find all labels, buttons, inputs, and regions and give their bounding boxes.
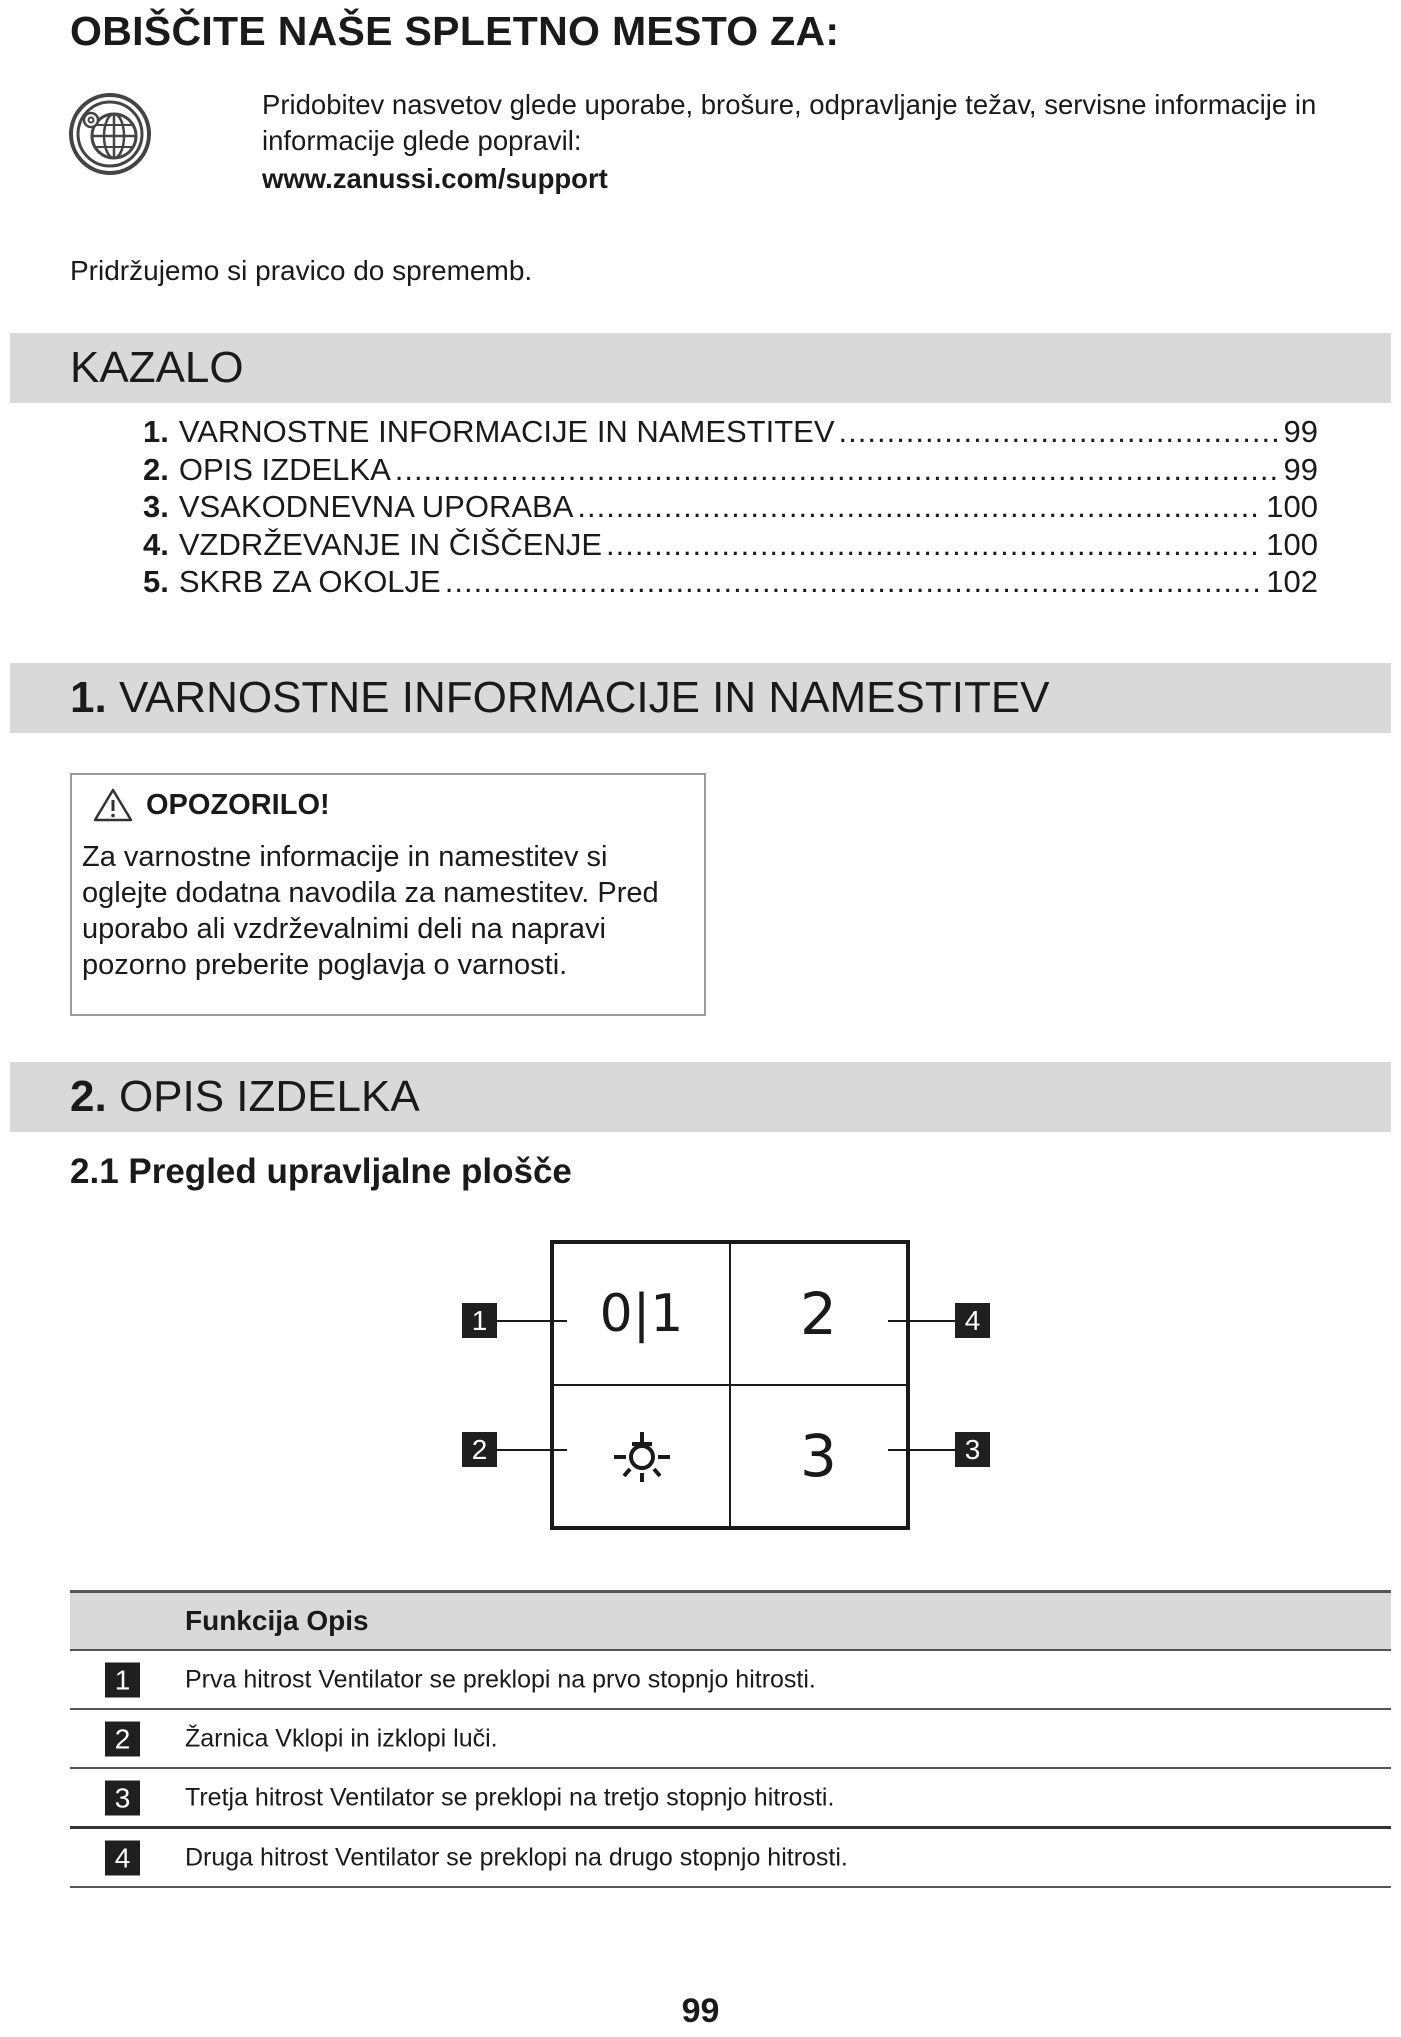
globe-icon [68,92,152,176]
warning-text: Za varnostne informacije in namestitev si oglejte dodatna navodila za namestitev. Pred uporabo ali vzdrževalnimi deli na napravi pozorno preberite poglavja o varnosti. [82,841,659,981]
leader-line [888,1320,955,1322]
table-row [70,1710,1391,1769]
toc-item-number: 4. [143,526,169,562]
toc-item[interactable] [143,527,1318,565]
section-1-number: 1. [70,673,107,722]
toc-item-page: 99 [1283,414,1318,449]
row-key-badge: 3 [105,1780,140,1815]
panel-marker: 4 [955,1303,990,1338]
toc-item[interactable] [143,489,1318,527]
toc-item-number: 3. [143,489,169,524]
row-key-badge: 4 [105,1840,140,1875]
toc-header-band [10,333,1391,403]
power-button-label: 0|1 [599,1284,684,1344]
row-description: Prva hitrost Ventilator se preklopi na prvo stopnjo hitrosti. [185,1665,816,1693]
section-1-band [10,663,1391,733]
row-key-badge: 2 [105,1721,140,1756]
support-info [262,87,1382,197]
page-title: OBIŠČITE NAŠE SPLETNO MESTO ZA: [70,8,840,54]
table-of-contents [143,414,1318,602]
toc-item-label: OPIS IZDELKA [178,451,391,487]
toc-item-label: VSAKODNEVNA UPORABA [178,489,574,524]
row-description: Druga hitrost Ventilator se preklopi na drugo stopnjo hitrosti. [185,1843,848,1871]
leader-line [497,1320,567,1322]
toc-leader [606,527,1262,563]
warning-box [70,773,706,1016]
section-2-title: OPIS IZDELKA [118,1072,420,1121]
toc-item-number: 5. [143,564,169,599]
page-number: 99 [681,1992,720,2030]
leader-line [497,1449,567,1451]
speed-3-label: 3 [800,1422,837,1490]
support-link[interactable]: www.zanussi.com/support [262,163,608,194]
leader-line [888,1449,955,1451]
table-row [70,1829,1391,1888]
rights-notice: Pridržujemo si pravico do sprememb. [70,255,533,286]
toc-item[interactable] [143,452,1318,490]
function-table [70,1590,1391,1888]
toc-leader [445,564,1263,600]
subsection-title: 2.1 Pregled upravljalne plošče [70,1152,572,1191]
section-1-title: VARNOSTNE INFORMACIJE IN NAMESTITEV [118,673,1050,722]
panel-marker: 2 [462,1432,497,1467]
toc-leader [577,489,1262,525]
toc-item-number: 1. [143,414,169,449]
toc-item-page: 100 [1266,526,1318,562]
toc-item-page: 99 [1283,451,1318,487]
panel-marker: 3 [955,1432,990,1467]
toc-item[interactable] [143,414,1318,452]
speed-2-label: 2 [800,1280,837,1348]
warning-header [92,787,330,823]
light-bulb-icon [610,1424,674,1488]
toc-leader [395,452,1280,488]
row-description: Tretja hitrost Ventilator se preklopi na tretjo stopnjo hitrosti. [185,1783,835,1811]
toc-item-label: VZDRŽEVANJE IN ČIŠČENJE [178,526,603,562]
speed-3-button[interactable] [730,1385,907,1527]
table-row [70,1651,1391,1710]
row-description: Žarnica Vklopi in izklopi luči. [185,1724,498,1752]
row-key-badge: 1 [105,1662,140,1697]
section-1-heading [70,673,1050,723]
toc-title: KAZALO [70,343,244,392]
table-row [70,1769,1391,1829]
section-2-number: 2. [70,1072,107,1121]
power-button[interactable] [553,1243,730,1385]
toc-item-page: 100 [1266,489,1318,524]
panel-marker: 1 [462,1303,497,1338]
section-2-band [10,1062,1391,1132]
toc-item-number: 2. [143,451,169,487]
toc-item-page: 102 [1266,564,1318,599]
speed-2-button[interactable] [730,1243,907,1385]
toc-item-label: VARNOSTNE INFORMACIJE IN NAMESTITEV [178,414,835,449]
toc-item[interactable] [143,564,1318,602]
toc-item-label: SKRB ZA OKOLJE [178,564,441,599]
warning-title: OPOZORILO! [146,788,330,821]
support-description: Pridobitev nasvetov glede uporabe, brošure, odpravljanje težav, servisne informacije in informacije glede popravil: [262,89,1317,156]
table-header [70,1590,1391,1651]
warning-triangle-icon [92,787,134,823]
section-2-heading [70,1072,420,1122]
toc-leader [839,414,1280,450]
table-header-label: Funkcija Opis [185,1605,369,1636]
control-panel-diagram [550,1240,910,1530]
light-button[interactable] [553,1385,730,1527]
